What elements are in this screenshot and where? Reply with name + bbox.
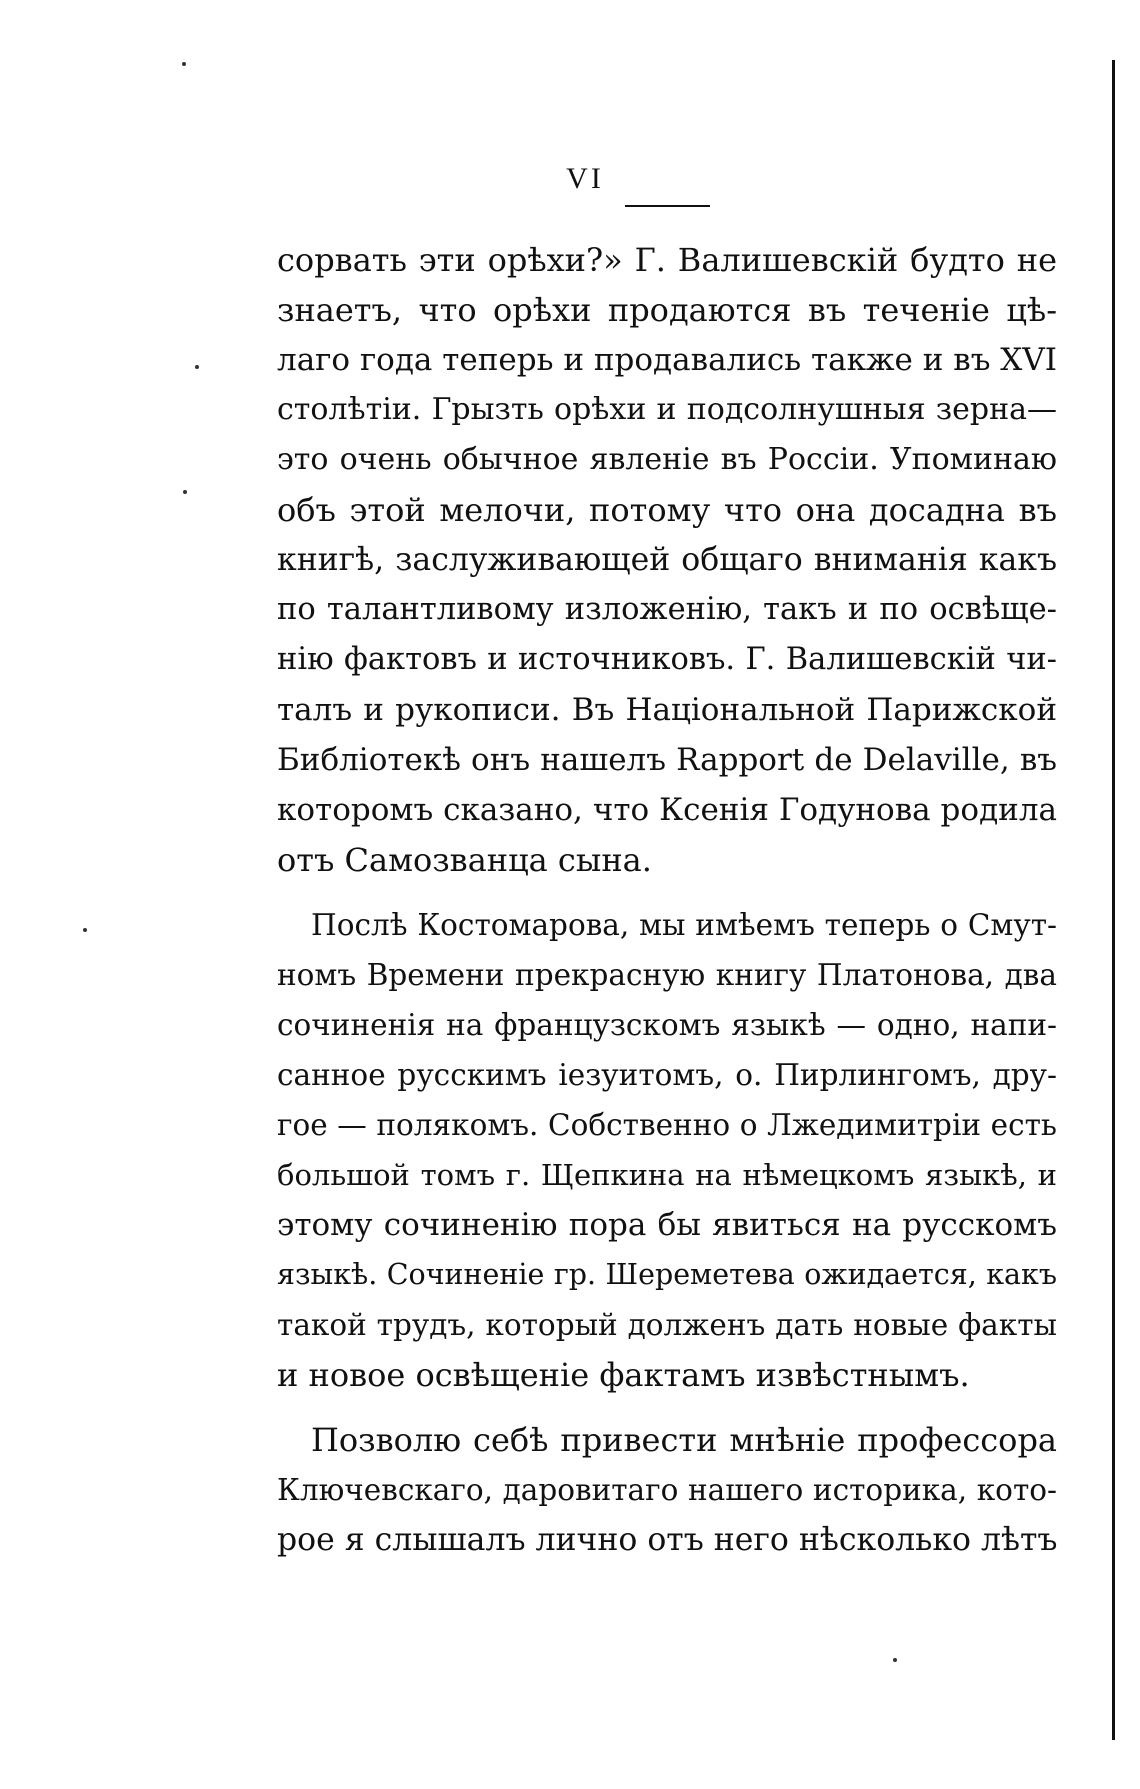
text-line: этому сочиненiю пора бы явиться на русскомъ — [277, 1207, 1057, 1243]
text-line: гое — полякомъ. Собственно о Лжедимитрiи есть — [277, 1108, 1057, 1142]
text-line: которомъ сказано, что Ксенiя Годунова родила — [277, 792, 1057, 828]
text-line: Ключевскаго, даровитаго нашего историка, кото- — [277, 1473, 1057, 1507]
text-line: лаго года теперь и продавались также и въ XVI — [277, 342, 1057, 378]
text-line: такой трудъ, который долженъ дать новые факты — [277, 1308, 1057, 1342]
text-line: объ этой мелочи, потому что она досадна въ — [277, 491, 1057, 529]
paragraph-gap — [277, 1400, 1057, 1415]
text-line: сорвать эти орѣхи?» Г. Валишевскiй будто не — [277, 241, 1057, 279]
text-line: книгѣ, заслуживающей общаго вниманiя какъ — [277, 542, 1057, 578]
text-line: Библiотекѣ онъ нашелъ Rapport de Delaville, въ — [277, 742, 1057, 778]
text-line: сочиненiя на французскомъ языкѣ — одно, напи- — [277, 1008, 1057, 1042]
text-line: номъ Времени прекрасную книгу Платонова, два — [277, 958, 1057, 992]
page-number: VI — [566, 162, 604, 195]
text-line: рое я слышалъ лично отъ него нѣсколько лѣтъ — [277, 1522, 1058, 1558]
text-line: и новое освѣщенiе фактамъ извѣстнымъ. — [277, 1356, 970, 1394]
text-line: нiю фактовъ и источниковъ. Г. Валишевскiй чи- — [277, 642, 1057, 677]
paragraph-gap — [277, 885, 1057, 900]
paragraph — [277, 1415, 1057, 1565]
text-line: талъ и рукописи. Въ Нацiональной Парижской — [277, 692, 1057, 728]
page-number-underline — [625, 205, 710, 207]
text-line: отъ Самозванца сына. — [277, 841, 652, 879]
scan-speck — [182, 62, 186, 66]
text-line: языкѣ. Сочиненiе гр. Шереметева ожидается, какъ — [277, 1258, 1057, 1291]
scan-speck — [893, 1658, 897, 1662]
scan-edge-rule — [1112, 60, 1115, 1740]
text-line: большой томъ г. Щепкина на нѣмецкомъ языкѣ, и — [277, 1158, 1057, 1192]
text-line: Послѣ Костомарова, мы имѣемъ теперь о Смут- — [311, 908, 1057, 942]
paragraph — [277, 900, 1057, 1400]
scan-speck — [183, 490, 187, 494]
body-text — [277, 235, 1057, 1565]
scan-speck — [83, 928, 87, 932]
text-line: столѣтiи. Грызть орѣхи и подсолнушныя зерна— — [277, 392, 1057, 427]
text-line: санное русскимъ iезуитомъ, о. Пирлингомъ, дру- — [277, 1058, 1057, 1092]
text-line: Позволю себѣ привести мнѣнiе профессора — [311, 1421, 1057, 1459]
scan-speck — [195, 365, 199, 369]
paragraph — [277, 235, 1057, 885]
text-line: знаетъ, что орѣхи продаются въ теченiе цѣ- — [277, 291, 1057, 329]
text-line: по талантливому изложенiю, такъ и по освѣще- — [277, 592, 1057, 627]
text-line: это очень обычное явленiе въ Россiи. Упоминаю — [277, 442, 1057, 477]
